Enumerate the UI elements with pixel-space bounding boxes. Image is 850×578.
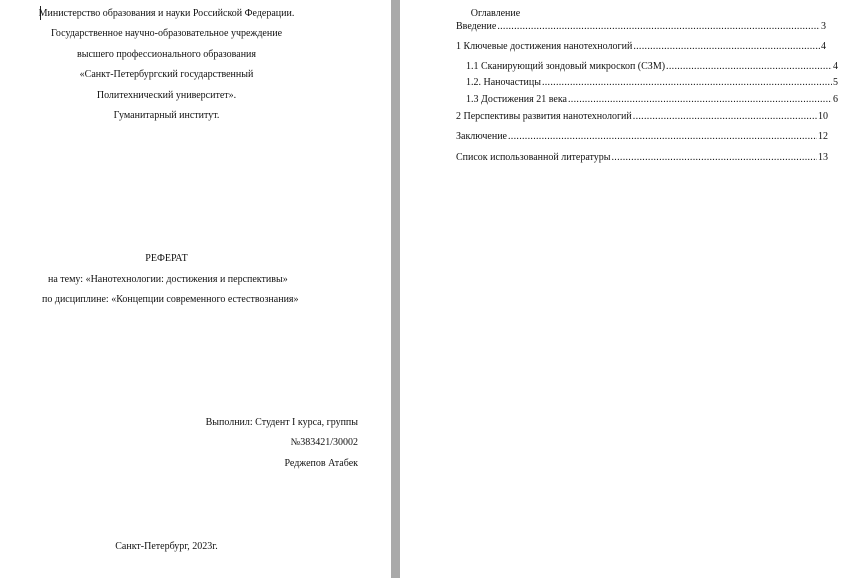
- toc-entry-page: 10: [818, 111, 828, 122]
- toc-entry-chapter-2[interactable]: [456, 111, 828, 123]
- group-number: №383421/30002: [290, 437, 358, 448]
- toc-entry-label: 1.1 Сканирующий зондовый микроскоп (СЗМ): [466, 61, 666, 72]
- toc-leader-dots: [508, 131, 817, 143]
- toc-entry-label: Введение: [456, 21, 497, 32]
- toc-entry-label: 1 Ключевые достижения нанотехнологий: [456, 41, 633, 52]
- toc-entry-label: 1.2. Наночастицы: [466, 77, 541, 88]
- toc-entry-label: Заключение: [456, 131, 507, 142]
- institution-line-spb-state: «Санкт-Петербургский государственный: [79, 69, 254, 80]
- toc-entry-section-1-2[interactable]: [466, 77, 838, 89]
- toc-entry-label: Список использованной литературы: [456, 152, 611, 163]
- institution-line-state-institution: Государственное научно-образовательное учреждение: [50, 28, 283, 39]
- document-type: РЕФЕРАТ: [145, 253, 188, 264]
- toc-page: [400, 0, 850, 578]
- document-discipline: по дисциплине: «Концепции современного естествознания»: [42, 294, 299, 305]
- toc-entry-page: 12: [818, 131, 828, 142]
- toc-title: Оглавление: [470, 8, 521, 19]
- toc-entry-page: 4: [821, 41, 826, 52]
- toc-entry-introduction[interactable]: [456, 21, 826, 33]
- toc-leader-dots: [633, 111, 817, 123]
- toc-entry-label: 2 Перспективы развития нанотехнологий: [456, 111, 632, 122]
- toc-entry-references[interactable]: [456, 152, 828, 164]
- institution-line-polytechnic: Политехнический университет».: [96, 90, 237, 101]
- toc-leader-dots: [633, 41, 820, 53]
- title-page: [0, 0, 391, 578]
- toc-leader-dots: [612, 152, 818, 164]
- student-name: Реджепов Атабек: [284, 458, 358, 469]
- toc-leader-dots: [497, 21, 820, 33]
- toc-entry-page: 13: [818, 152, 828, 163]
- toc-entry-page: 6: [833, 94, 838, 105]
- toc-entry-section-1-1[interactable]: [466, 61, 838, 73]
- toc-entry-section-1-3[interactable]: [466, 94, 838, 106]
- institution-line-humanities: Гуманитарный институт.: [113, 110, 220, 121]
- performed-by: Выполнил: Студент I курса, группы: [205, 417, 358, 428]
- toc-leader-dots: [666, 61, 832, 73]
- toc-entry-chapter-1[interactable]: [456, 41, 826, 53]
- toc-entry-page: 5: [833, 77, 838, 88]
- toc-entry-conclusion[interactable]: [456, 131, 828, 143]
- city-year: Санкт-Петербург, 2023г.: [115, 541, 218, 552]
- toc-entry-page: 4: [833, 61, 838, 72]
- institution-line-higher-education: высшего профессионального образования: [77, 49, 256, 60]
- toc-entry-page: 3: [821, 21, 826, 32]
- toc-leader-dots: [542, 77, 832, 89]
- document-topic: на тему: «Нанотехнологии: достижения и перспективы»: [48, 274, 288, 285]
- institution-line-ministry: Министерство образования и науки Российской Федерации.: [38, 8, 295, 19]
- toc-leader-dots: [568, 94, 832, 106]
- toc-entry-label: 1.3 Достижения 21 века: [466, 94, 567, 105]
- page-separator: [391, 0, 400, 578]
